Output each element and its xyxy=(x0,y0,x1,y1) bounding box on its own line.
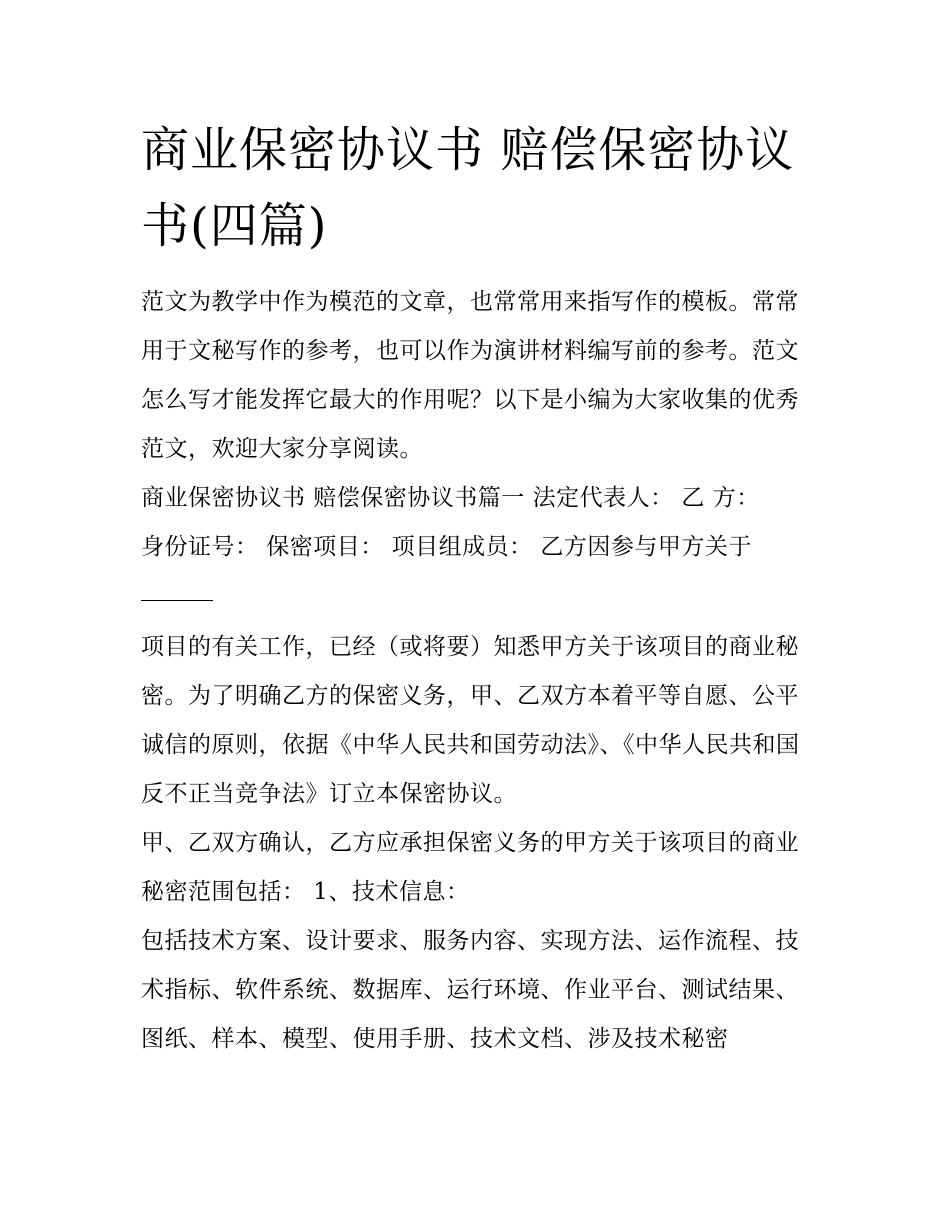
project-paragraph: 项目的有关工作，已经（或将要）知悉甲方关于该项目的商业秘密。为了明确乙方的保密义务，甲、乙双方本着平等自愿、公平诚信的原则，依据《中华人民共和国劳动法》、《中华人民共和国反不正当竞争法》订立本保密协议。 xyxy=(141,634,800,807)
document-page xyxy=(141,112,817,1064)
section-header: 商业保密协议书 赔偿保密协议书篇一 法定代表人： 乙 方： xyxy=(141,485,760,511)
fields-line: 身份证号： 保密项目： 项目组成员： 乙方因参与甲方关于 xyxy=(141,534,752,560)
fill-in-blank-line xyxy=(141,572,213,601)
scope-paragraph: 甲、乙双方确认，乙方应承担保密义务的甲方关于该项目的商业秘密范围包括： 1、技术信息： xyxy=(141,830,799,905)
intro-paragraph: 范文为教学中作为模范的文章，也常常用来指写作的模板。常常用于文秘写作的参考，也可以作为演讲材料编写前的参考。范文怎么写才能发挥它最大的作用呢？以下是小编为大家收集的优秀范文，欢迎大家分享阅读。 xyxy=(141,289,799,462)
tech-info-paragraph: 包括技术方案、设计要求、服务内容、实现方法、运作流程、技术指标、软件系统、数据库、运行环境、作业平台、测试结果、图纸、样本、模型、使用手册、技术文档、涉及技术秘密 xyxy=(141,928,799,1052)
document-title: 商业保密协议书 赔偿保密协议书(四篇) xyxy=(141,122,795,254)
